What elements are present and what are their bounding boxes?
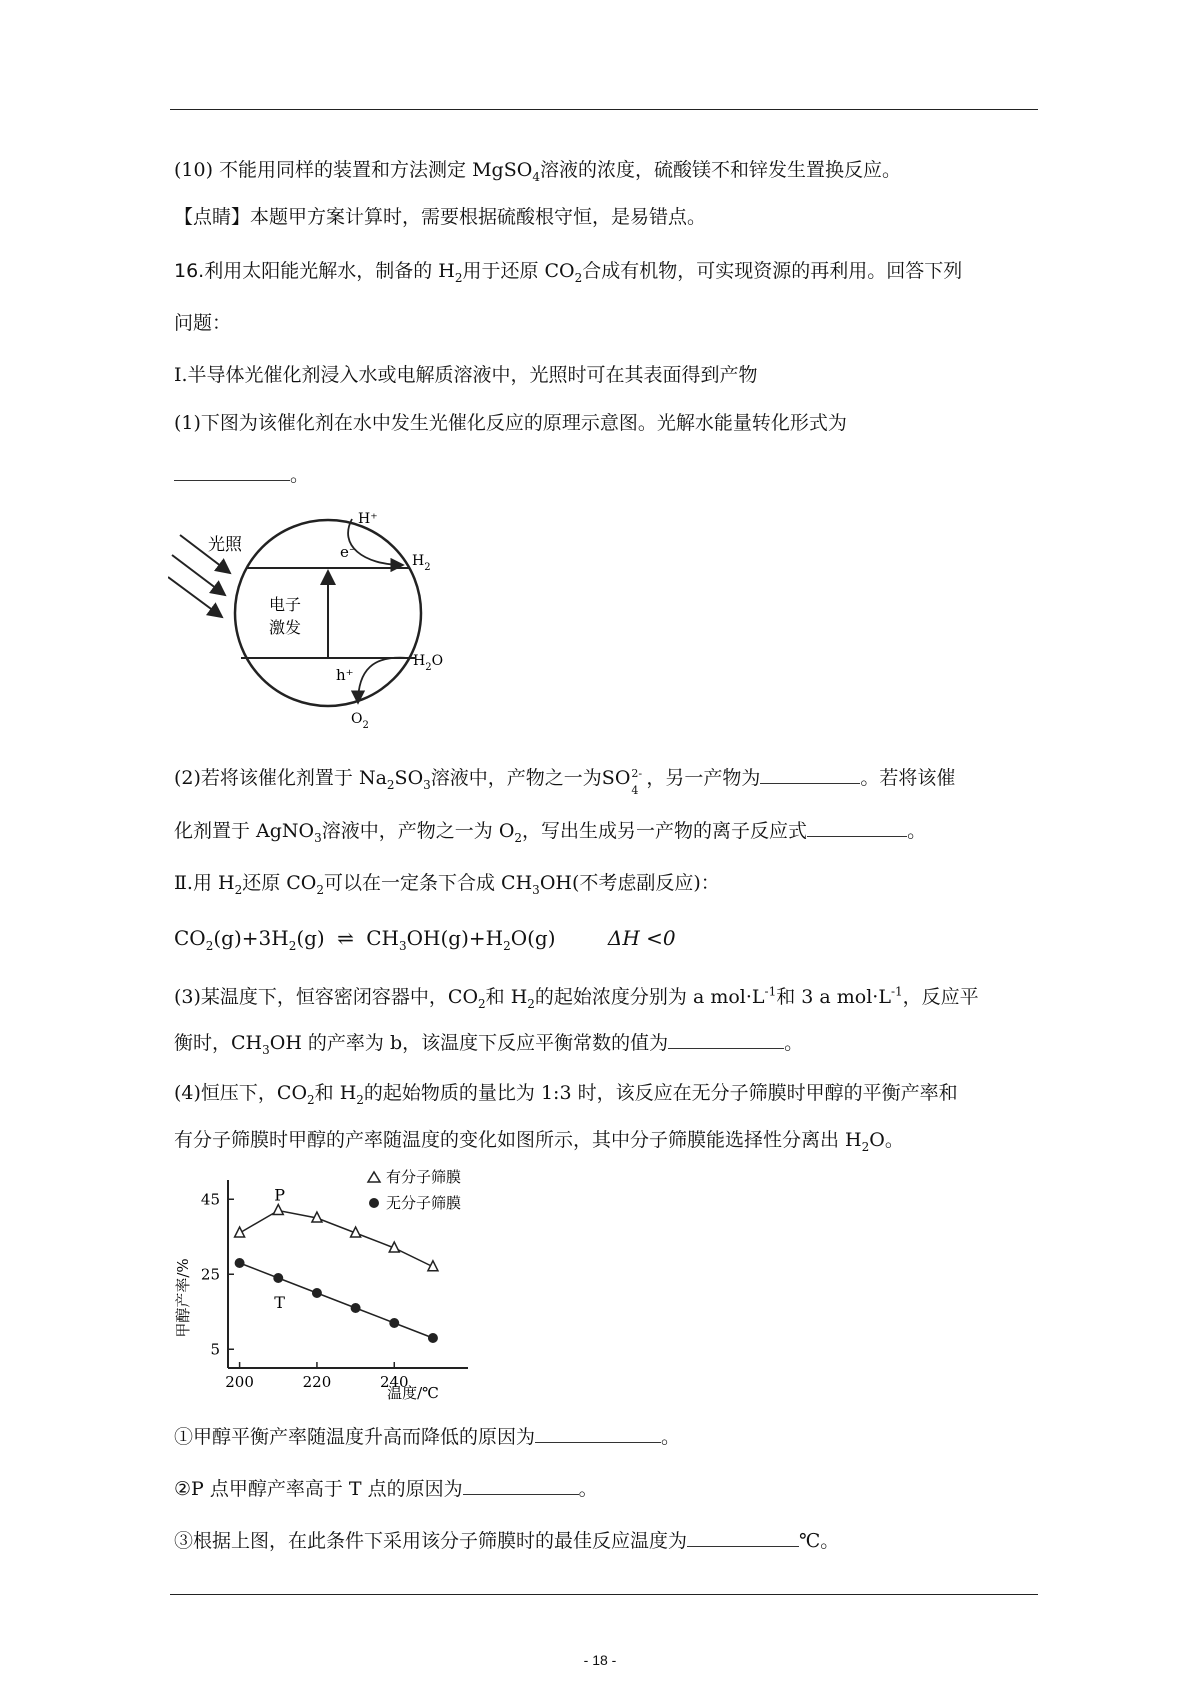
footer-rule bbox=[170, 1594, 1038, 1595]
methanol-yield-chart bbox=[170, 1160, 510, 1405]
question-3-line1: (3)某温度下，恒容密闭容器中，$CO_2$和 $H_2$的起始浓度分别为 a $mol\cdot L^{-1}$和 3 a $mol\cdot L^{-1}$，反应平 bbox=[174, 984, 979, 1011]
hole-label: h⁺ bbox=[336, 666, 354, 684]
reaction-equation: $CO_2(g)+3H_2(g)$ ⇌ $CH_3OH(g)+H_2O(g)$ ΔH <0 bbox=[174, 926, 676, 953]
chart-legend bbox=[368, 1168, 461, 1212]
answer-blank[interactable] bbox=[535, 1424, 661, 1443]
page-number: - 18 - bbox=[583, 1652, 617, 1668]
question-2-line1: (2)若将该催化剂置于 $Na_2SO_3$溶液中，产物之一为SO 2- 4 ，另一产物为 。若将该催 bbox=[174, 767, 956, 797]
data-point-no-membrane bbox=[389, 1318, 399, 1328]
hydrogen-product-label: $H_2$ bbox=[412, 553, 431, 573]
answer-blank[interactable] bbox=[668, 1030, 784, 1049]
answer-blank[interactable] bbox=[687, 1528, 799, 1547]
light-ray-3 bbox=[168, 577, 222, 617]
y-axis-label: 甲醇产率/% bbox=[174, 1258, 192, 1338]
data-point-no-membrane bbox=[312, 1288, 322, 1298]
point-label-t: T bbox=[274, 1293, 285, 1312]
question-4-line1: (4)恒压下，$CO_2$和 $H_2$的起始物质的量比为 1:3 时，该反应在无分子筛膜时甲醇的平衡产率和 bbox=[174, 1082, 958, 1107]
legend-marker-membrane bbox=[368, 1172, 380, 1182]
series-line-0 bbox=[240, 1211, 433, 1267]
y-tick-label: 5 bbox=[210, 1340, 220, 1359]
light-ray-2 bbox=[172, 555, 225, 595]
sub-question-3: ③根据上图，在此条件下采用该分子筛膜时的最佳反应温度为 ℃。 bbox=[174, 1530, 840, 1552]
part1-heading: Ⅰ.半导体光催化剂浸入水或电解质溶液中，光照时可在其表面得到产物 bbox=[174, 364, 758, 386]
answer-10: (10) 不能用同样的装置和方法测定 MgSO$_4$溶液的浓度，硫酸镁不和锌发生置换反应。 bbox=[174, 159, 901, 184]
sub-question-1: ①甲醇平衡产率随温度升高而降低的原因为 。 bbox=[174, 1426, 681, 1448]
question-1-blank: 。 bbox=[174, 462, 309, 488]
data-point-membrane bbox=[273, 1205, 283, 1215]
data-point-no-membrane bbox=[351, 1303, 361, 1313]
question-4-line2: 有分子筛膜时甲醇的产率随温度的变化如图所示，其中分子筛膜能选择性分离出 $H_2O$。 bbox=[174, 1129, 904, 1154]
x-tick-label: 220 bbox=[302, 1373, 332, 1391]
photocatalysis-diagram bbox=[168, 505, 468, 735]
electron-label: e⁻ bbox=[340, 543, 357, 561]
data-point-membrane bbox=[235, 1227, 245, 1237]
question-16-line2: 问题： bbox=[174, 312, 232, 334]
dianjing-note: 【点睛】本题甲方案计算时，需要根据硫酸根守恒，是易错点。 bbox=[174, 206, 707, 228]
sulfate-formula: SO 2- 4 bbox=[601, 767, 643, 797]
point-label-p: P bbox=[274, 1185, 286, 1205]
legend-marker-no-membrane bbox=[369, 1198, 379, 1208]
equilibrium-arrow: ⇌ bbox=[337, 926, 354, 950]
y-tick-label: 45 bbox=[200, 1190, 220, 1209]
legend-label-no-membrane: 无分子筛膜 bbox=[386, 1194, 462, 1212]
answer-blank[interactable] bbox=[807, 818, 907, 837]
x-tick-label: 240 bbox=[379, 1373, 409, 1391]
water-label: $H_2O$ bbox=[413, 653, 444, 673]
answer-blank[interactable] bbox=[174, 462, 290, 481]
light-label: 光照 bbox=[208, 535, 242, 555]
x-tick-label: 200 bbox=[225, 1373, 254, 1391]
header-rule bbox=[170, 109, 1038, 110]
proton-label: H⁺ bbox=[358, 511, 378, 527]
question-3-line2: 衡时，$CH_3OH$ 的产率为 b，该温度下反应平衡常数的值为 。 bbox=[174, 1032, 804, 1057]
question-1-text: (1)下图为该催化剂在水中发生光催化反应的原理示意图。光解水能量转化形式为 bbox=[174, 412, 847, 434]
data-point-no-membrane bbox=[235, 1258, 245, 1268]
data-point-no-membrane bbox=[273, 1273, 283, 1283]
sub-question-2: ②P 点甲醇产率高于 T 点的原因为 。 bbox=[174, 1478, 598, 1500]
y-tick-label: 25 bbox=[200, 1265, 220, 1284]
legend-label-membrane: 有分子筛膜 bbox=[386, 1168, 462, 1186]
part2-heading: Ⅱ.用 $H_2$还原 $CO_2$可以在一定条下合成 $CH_3OH$(不考虑副反应)： bbox=[174, 872, 720, 897]
excitation-label-1: 电子 bbox=[269, 595, 302, 614]
oxygen-product-label: $O_2$ bbox=[351, 711, 369, 731]
x-axis-label: 温度/℃ bbox=[387, 1384, 439, 1402]
question-16-line1: 16.利用太阳能光解水，制备的 $H_2$用于还原 $CO_2$合成有机物，可实现资源的再利用。回答下列 bbox=[174, 260, 963, 285]
excitation-label-2: 激发 bbox=[269, 618, 302, 637]
series-line-1 bbox=[240, 1263, 433, 1338]
water-to-oxygen-arrow bbox=[358, 658, 408, 703]
question-2-line2: 化剂置于 AgNO$_3$溶液中，产物之一为 $O_2$，写出生成另一产物的离子反应式 。 bbox=[174, 820, 927, 845]
answer-blank[interactable] bbox=[463, 1476, 579, 1495]
data-point-no-membrane bbox=[428, 1333, 438, 1343]
answer-blank[interactable] bbox=[760, 765, 860, 784]
